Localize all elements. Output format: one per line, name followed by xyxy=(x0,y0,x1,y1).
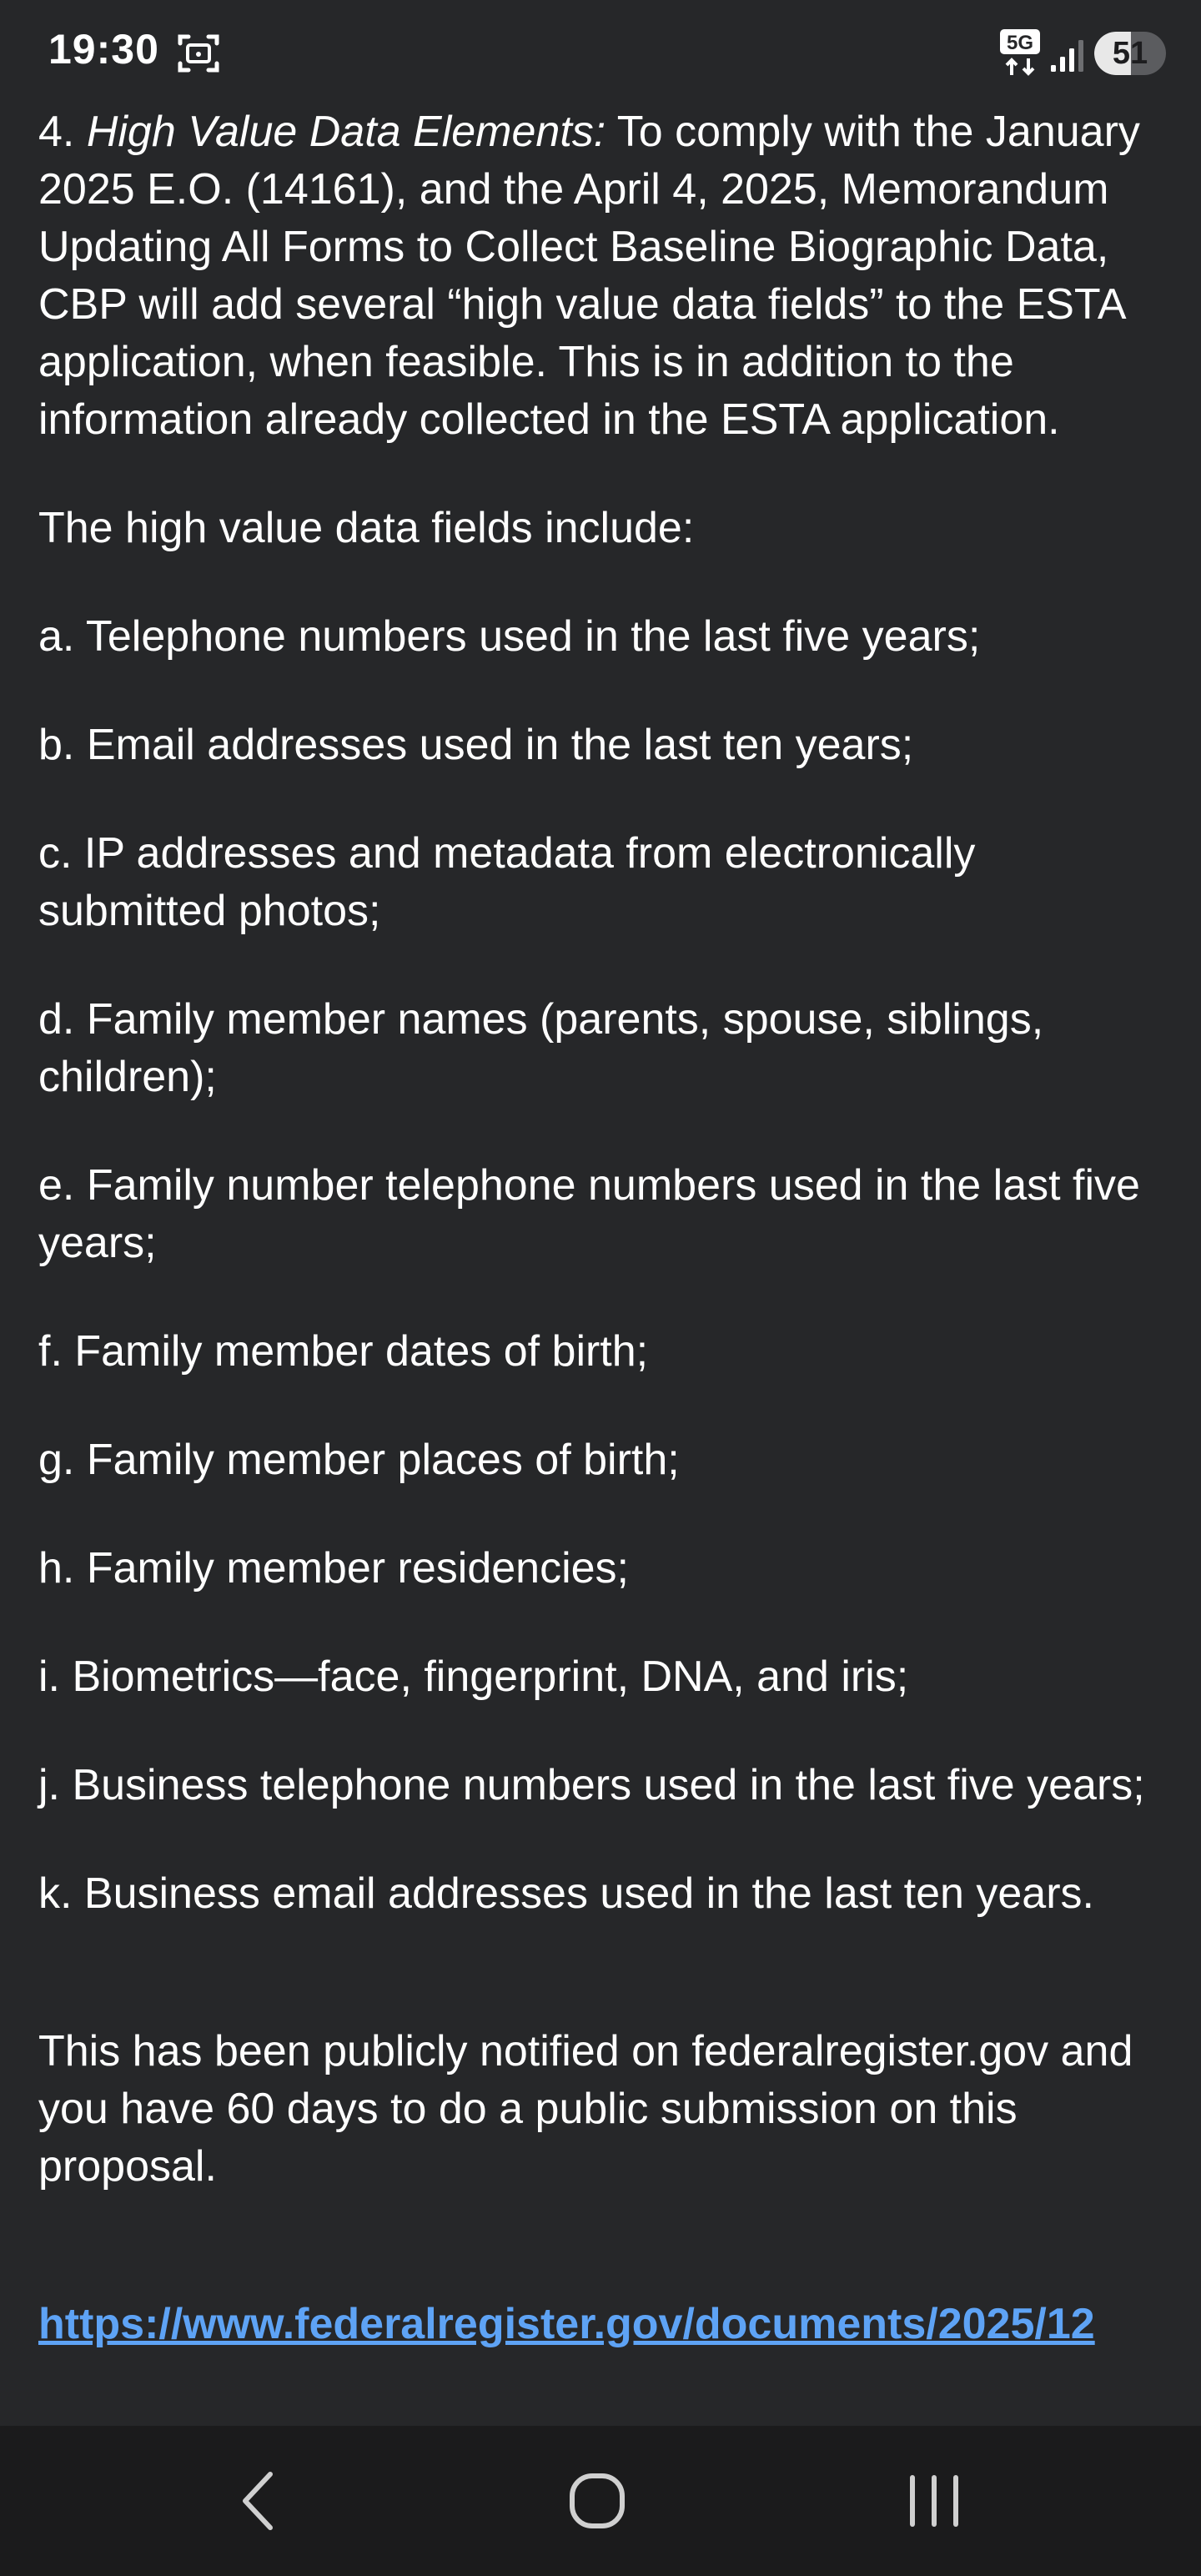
intro-heading: High Value Data Elements: xyxy=(86,108,606,156)
list-item: j. Business telephone numbers used in the last five years; xyxy=(38,1761,1145,1809)
screenshot-icon xyxy=(177,32,220,75)
circle-home-icon xyxy=(572,2476,622,2526)
list-item: d. Family member names (parents, spouse, siblings, children); xyxy=(38,995,1044,1101)
three-bars-icon xyxy=(912,2478,956,2524)
signal-strength-icon xyxy=(1051,38,1084,72)
status-time: 19:30 xyxy=(48,26,159,73)
home-button[interactable] xyxy=(555,2459,639,2543)
battery-indicator xyxy=(1094,32,1166,75)
list-item: i. Biometrics—face, fingerprint, DNA, and iris; xyxy=(38,1653,909,1701)
recents-button[interactable] xyxy=(892,2459,976,2543)
article-content xyxy=(38,103,1173,2353)
federal-register-link[interactable]: https://www.federalregister.gov/documents/2025/12 xyxy=(38,2300,1095,2348)
intro-text: To comply with the January 2025 E.O. (14161), and the April 4, 2025, Memorandum Updating All Forms to Collect Baseline Biographic Data, CBP will add several “high value data fields” to the ESTA application, when feasible. This is in addition to the information already collected in the ESTA application. xyxy=(38,108,1140,444)
chevron-left-icon xyxy=(245,2474,270,2528)
intro-number: 4. xyxy=(38,108,87,156)
list-item: h. Family member residencies; xyxy=(38,1544,629,1592)
network-label: 5G xyxy=(1006,32,1034,54)
notice-paragraph: This has been publicly notified on federalregister.gov and you have 60 days to do a public submission on this proposal. xyxy=(38,2027,1133,2191)
list-item: b. Email addresses used in the last ten years; xyxy=(38,721,914,769)
list-item: g. Family member places of birth; xyxy=(38,1436,680,1484)
intro-paragraph xyxy=(38,103,1173,449)
list-item: e. Family number telephone numbers used in the last five years; xyxy=(38,1161,1140,1267)
back-button[interactable] xyxy=(219,2459,302,2543)
status-bar xyxy=(0,0,1201,108)
battery-level: 51 xyxy=(1112,36,1148,71)
list-item: c. IP addresses and metadata from electronically submitted photos; xyxy=(38,829,976,935)
list-lead-in: The high value data fields include: xyxy=(38,504,695,552)
list-item: f. Family member dates of birth; xyxy=(38,1327,649,1376)
network-5g-icon xyxy=(999,28,1041,77)
list-item: a. Telephone numbers used in the last five years; xyxy=(38,612,981,661)
list-item: k. Business email addresses used in the last ten years. xyxy=(38,1869,1094,1918)
navigation-bar xyxy=(0,2426,1201,2576)
